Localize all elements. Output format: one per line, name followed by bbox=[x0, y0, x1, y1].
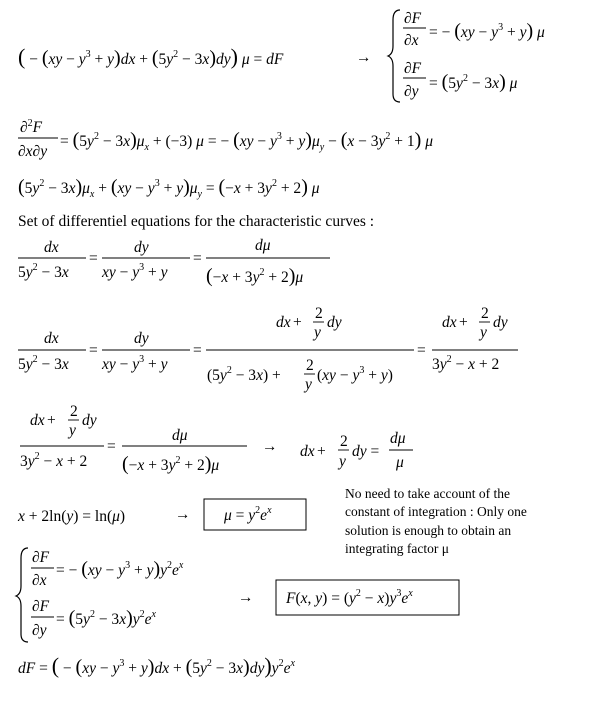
svg-text:5y2 − 3x: $5y^2 - 3x$ bbox=[18, 354, 69, 373]
svg-text:dy: dy bbox=[493, 314, 508, 331]
svg-text:y: y bbox=[314, 324, 321, 341]
svg-text:dx: dx bbox=[300, 443, 315, 460]
svg-text:=: = bbox=[89, 342, 98, 359]
svg-text:dy: dy bbox=[82, 412, 97, 429]
svg-text:∂y: ∂y bbox=[404, 83, 419, 100]
svg-text:dx: dx bbox=[44, 330, 59, 347]
svg-text:= − (xy − y3 + y)y2ex: = − $(xy - y^3 + y)y^2e^x$ bbox=[56, 558, 184, 580]
set-label: Set of differentiel equations for the characteristic curves : bbox=[18, 213, 375, 230]
svg-text:dF = ( − (xy − y3 + y)dx + (5y: dF = ( − $(xy - y^3 + y)dx + (5y^2 - 3x)dy)y^2e^x$ bbox=[18, 653, 295, 678]
integration-note bbox=[345, 486, 527, 556]
svg-text:2: 2 bbox=[70, 403, 78, 420]
svg-text:+: + bbox=[293, 314, 302, 331]
svg-text:(5y2 − 3x)μx + (xy − y3 + y)μy: $(5y^2 - 3x)\mu_x + (xy - y^3 + y)\mu_y = (-x + 3y^2 + 2)$ μ bbox=[18, 176, 320, 200]
equation-1 bbox=[18, 10, 545, 102]
equation-6 bbox=[20, 403, 413, 475]
svg-text:2: 2 bbox=[306, 357, 314, 374]
svg-text:+: + bbox=[47, 412, 56, 429]
svg-text:→: → bbox=[262, 438, 278, 455]
equation-9 bbox=[18, 653, 295, 678]
arrow-8: → bbox=[238, 589, 254, 606]
svg-text:(−x + 3y2 + 2)μ: $(-x + 3y^2 + 2)\mu$ bbox=[206, 265, 304, 287]
svg-text:∂F: ∂F bbox=[404, 10, 422, 27]
svg-text:∂x: ∂x bbox=[404, 32, 419, 49]
svg-text:xy − y3 + y: xy − $y^3 + y$ bbox=[102, 354, 168, 373]
svg-text:(−x + 3y2 + 2)μ: $(-x + 3y^2 + 2)\mu$ bbox=[122, 453, 220, 475]
svg-text:y: y bbox=[339, 453, 346, 470]
svg-text:y: y bbox=[480, 324, 487, 341]
svg-text:=: = bbox=[89, 250, 98, 267]
svg-text:+: + bbox=[317, 443, 326, 460]
svg-text:x + 2ln(y) = ln(μ): x + 2ln(y) = ln(μ) bbox=[18, 508, 126, 525]
svg-text:( − (xy − y3 + y)dx + (5y2 − 3: ( − $(xy - y^3 + y)dx + (5y^2 - 3x)dy$) μ = dF bbox=[18, 44, 284, 69]
dF-dx-final bbox=[31, 549, 184, 589]
svg-text:∂x∂y: ∂x∂y bbox=[18, 143, 48, 160]
svg-text:3y2 − x + 2: $3y^2 - x + 2$ bbox=[432, 354, 500, 373]
svg-text:solution is enough to obtain a: solution is enough to obtain an bbox=[345, 523, 512, 538]
svg-text:y: y bbox=[305, 376, 312, 393]
svg-text:2: 2 bbox=[481, 305, 489, 322]
svg-text:μ: μ bbox=[396, 454, 404, 471]
svg-text:= (5y2 − 3x)μx + (−3) μ = − (x: = $(5y^2 - 3x)\mu_x + (-3) \mu$ = − $(xy - y^3 + y)\mu_y - (x - 3y^2 + 1)$ μ bbox=[60, 129, 433, 153]
equation-3 bbox=[18, 176, 320, 200]
svg-text:dy: dy bbox=[134, 239, 149, 256]
svg-text:=: = bbox=[417, 342, 426, 359]
svg-text:=: = bbox=[193, 342, 202, 359]
system-brace bbox=[388, 10, 400, 102]
equation-8 bbox=[16, 548, 459, 642]
arrow-7: → bbox=[175, 506, 191, 523]
svg-text:∂y: ∂y bbox=[32, 622, 47, 639]
svg-text:No need to take account of the: No need to take account of the bbox=[345, 486, 510, 501]
svg-text:dx: dx bbox=[44, 239, 59, 256]
svg-text:dx: dx bbox=[276, 314, 291, 331]
svg-text:= − (xy − y3 + y) μ: = − $(xy - y^3 + y)$ μ bbox=[429, 20, 545, 42]
svg-text:2: 2 bbox=[340, 433, 348, 450]
svg-text:xy − y3 + y: xy − $y^3 + y$ bbox=[102, 262, 168, 281]
svg-text:∂x: ∂x bbox=[32, 572, 47, 589]
svg-text:2: 2 bbox=[315, 305, 323, 322]
svg-text:5y2 − 3x: $5y^2 - 3x$ bbox=[18, 262, 69, 281]
equation-2 bbox=[18, 118, 433, 160]
svg-text:∂F: ∂F bbox=[32, 549, 50, 566]
equation-7 bbox=[17, 499, 306, 530]
svg-text:integrating factor μ: integrating factor μ bbox=[345, 541, 449, 556]
F-result: F(x, $y) = (y^2 - x)y^3e^x$ bbox=[286, 588, 413, 607]
equation-4 bbox=[18, 237, 330, 287]
svg-text:+: + bbox=[459, 314, 468, 331]
equation-5 bbox=[18, 305, 518, 393]
dF-dy-line bbox=[403, 60, 518, 100]
mu-result: $\mu = y^2e^x$ bbox=[224, 505, 272, 524]
dF-dx-line bbox=[403, 10, 545, 49]
svg-text:constant of integration : Only: constant of integration : Only one bbox=[345, 504, 527, 519]
svg-text:dx: dx bbox=[442, 314, 457, 331]
svg-text:= (5y2 − 3x)y2ex: = $(5y^2 - 3x)y^2e^x$ bbox=[56, 607, 156, 629]
dF-dy-final bbox=[31, 598, 157, 639]
svg-text:dμ: dμ bbox=[390, 430, 406, 447]
svg-text:dy: dy bbox=[134, 330, 149, 347]
svg-text:(xy − y3 + y): $(xy - y^3 + y)$ bbox=[317, 365, 393, 384]
svg-text:dμ: dμ bbox=[172, 427, 188, 444]
system-brace-2 bbox=[16, 548, 28, 642]
svg-text:∂2F: ∂$^2$F bbox=[20, 118, 43, 136]
arrow-1: → bbox=[356, 49, 372, 66]
svg-text:= (5y2 − 3x) μ: = $(5y^2 - 3x)$ μ bbox=[429, 71, 518, 93]
svg-text:(5y2 − 3x) +: $(5y^2 - 3x)$ + bbox=[207, 365, 281, 384]
svg-text:dy =: dy = bbox=[352, 443, 380, 460]
svg-text:dx: dx bbox=[30, 412, 45, 429]
svg-text:=: = bbox=[107, 438, 116, 455]
svg-text:dy: dy bbox=[327, 314, 342, 331]
svg-text:∂F: ∂F bbox=[404, 60, 422, 77]
svg-text:y: y bbox=[69, 422, 76, 439]
svg-text:=: = bbox=[193, 250, 202, 267]
svg-text:3y2 − x + 2: $3y^2 - x + 2$ bbox=[20, 451, 88, 470]
svg-text:∂F: ∂F bbox=[32, 598, 50, 615]
svg-text:dμ: dμ bbox=[255, 237, 271, 254]
